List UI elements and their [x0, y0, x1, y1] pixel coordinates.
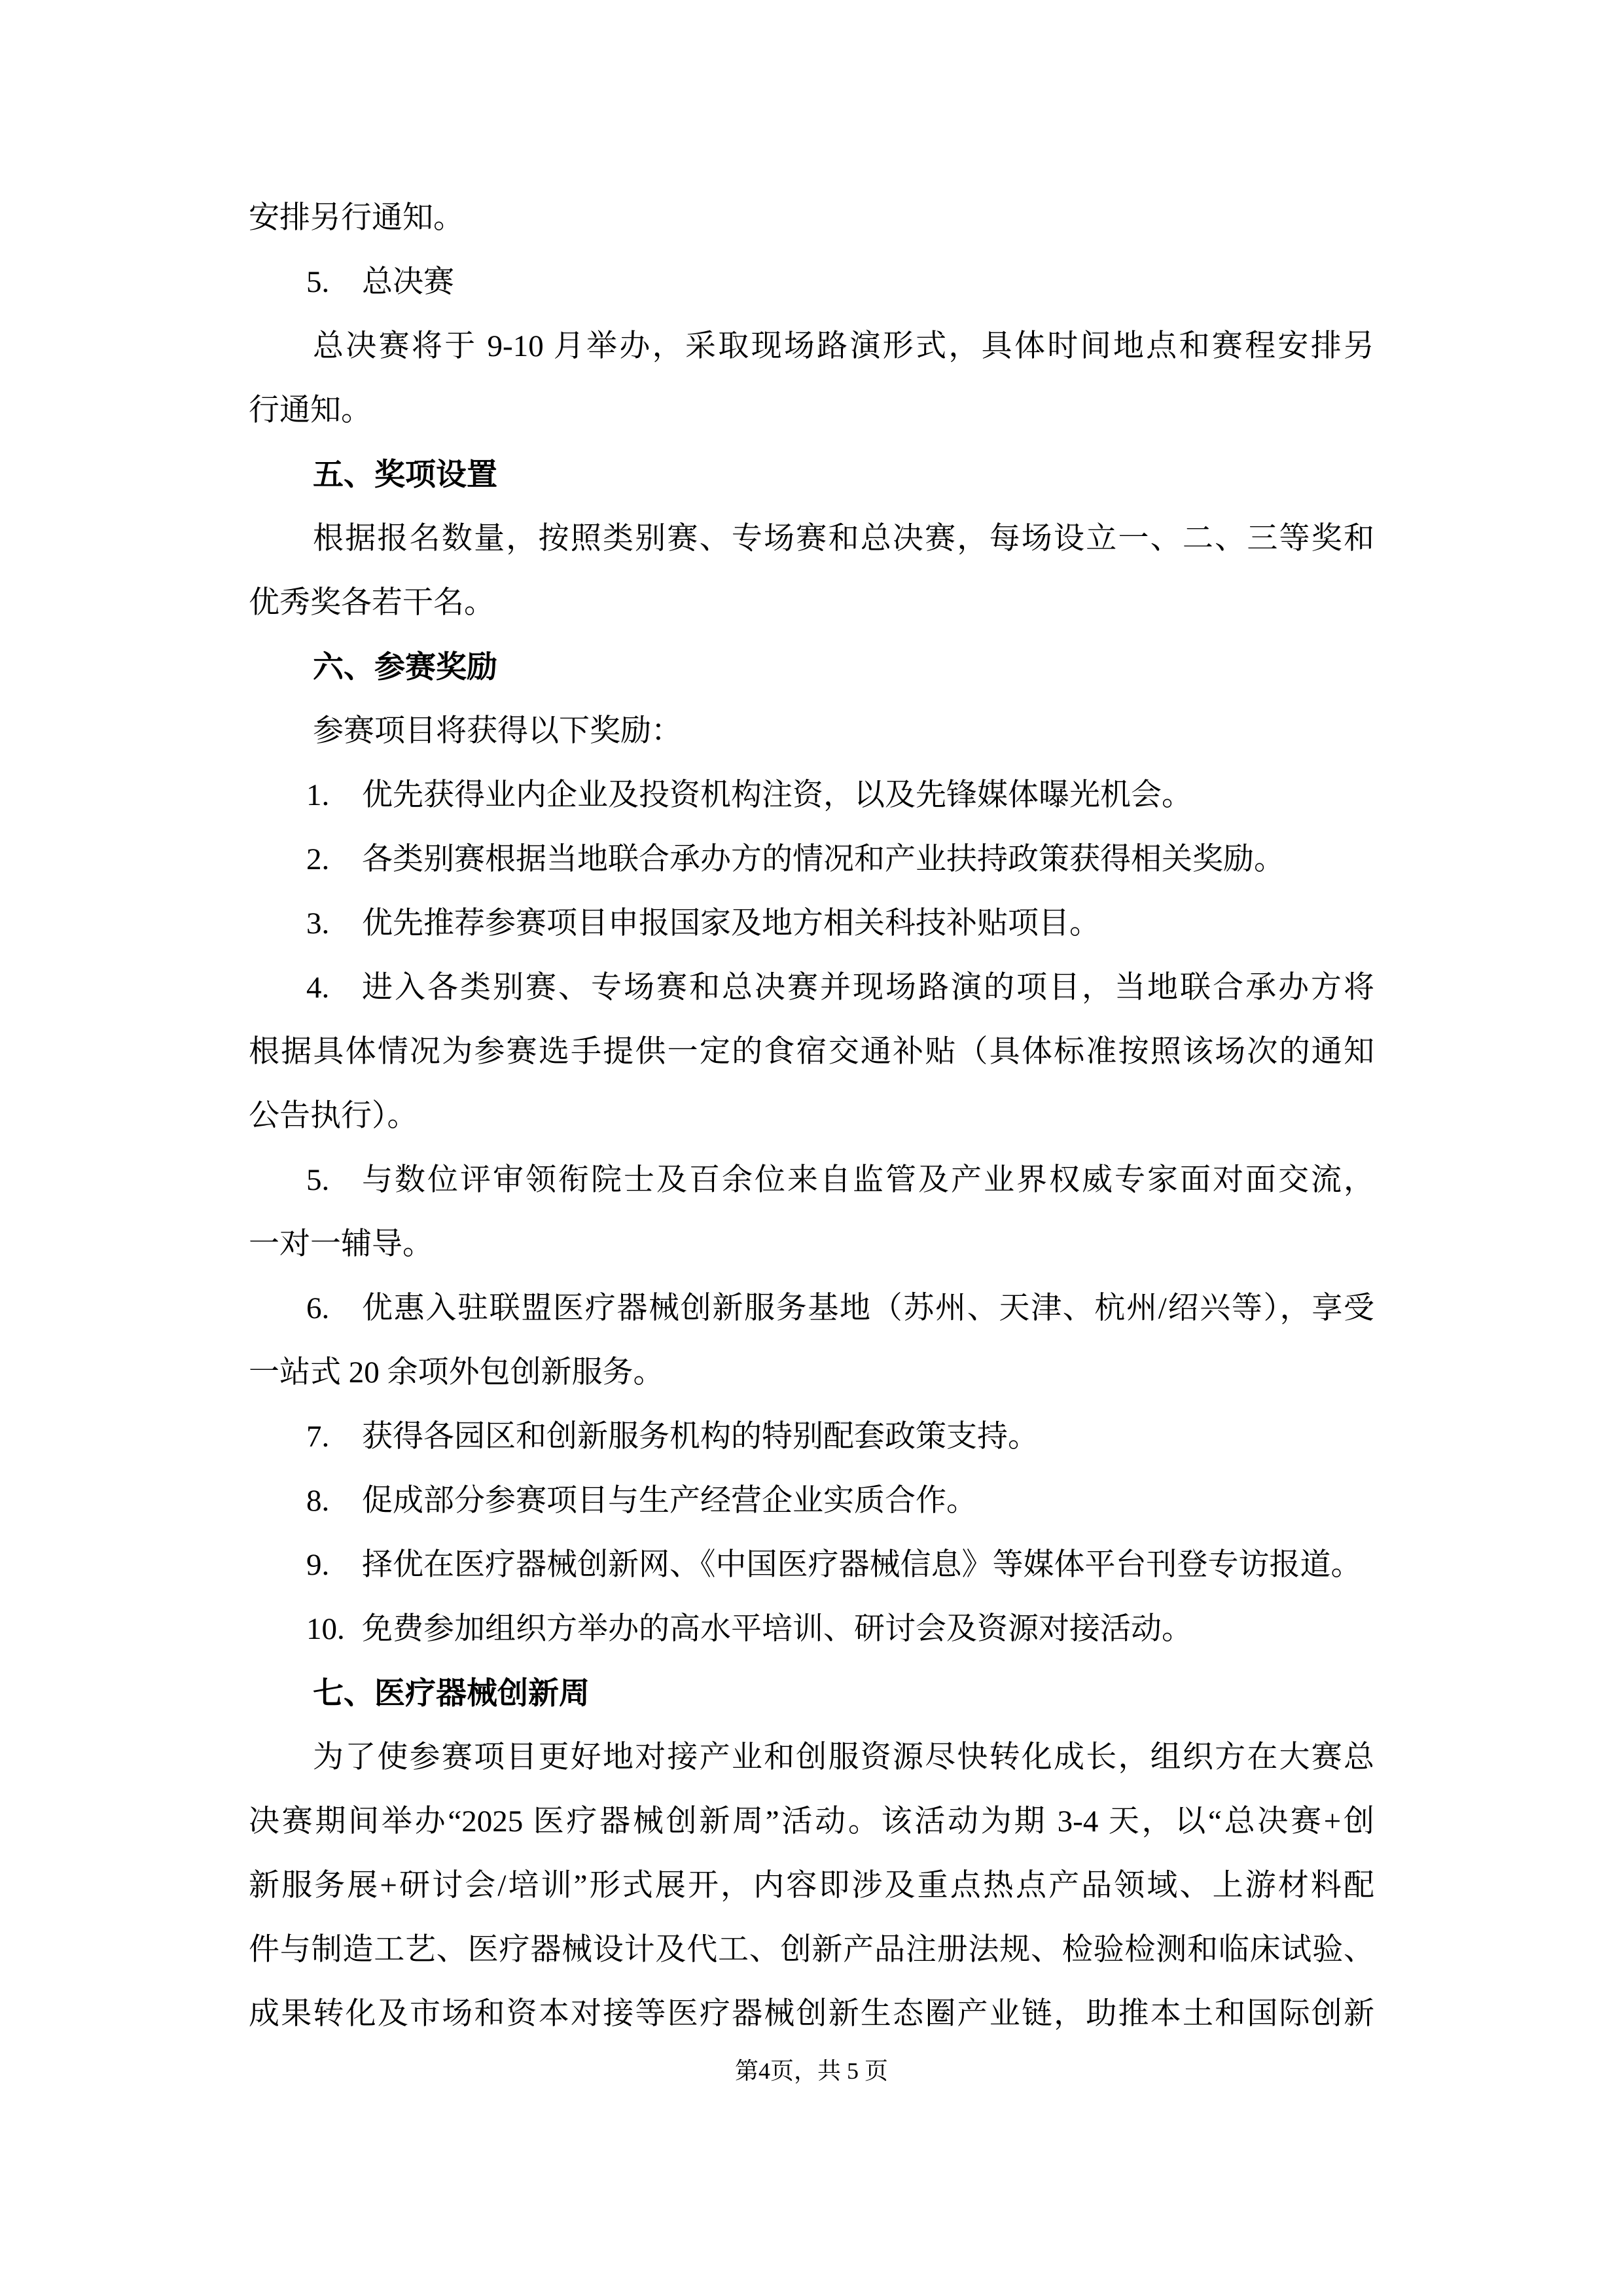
text-line: 优秀奖各若干名。: [249, 586, 495, 620]
list-item: [249, 250, 1374, 314]
text-line: 根据具体情况为参赛选手提供一定的食宿交通补贴（具体标准按照该场次的通知: [249, 1035, 1374, 1069]
section-heading: 五、奖项设置: [313, 457, 497, 492]
list-number: 7.: [306, 1420, 330, 1454]
list-item: [249, 1148, 1374, 1212]
list-number: 2.: [306, 842, 330, 876]
text-line: 一对一辅导。: [249, 1227, 433, 1261]
list-text: 各类别赛根据当地联合承办方的情况和产业扶持政策获得相关奖励。: [362, 842, 1285, 876]
text-line: 一站式 20 余项外包创新服务。: [249, 1355, 664, 1390]
list-item: [249, 1533, 1374, 1597]
list-item: [249, 1597, 1374, 1661]
text-line: 安排另行通知。: [249, 201, 464, 235]
list-text: 总决赛: [362, 265, 454, 299]
text-line: 参赛项目将获得以下奖励：: [313, 714, 682, 748]
list-item: [249, 956, 1374, 1020]
section-heading: 七、医疗器械创新周: [313, 1676, 590, 1710]
text-line: 新服务展+研讨会/培训”形式展开，内容即涉及重点热点产品领域、上游材料配: [249, 1869, 1374, 1903]
list-text: 进入各类别赛、专场赛和总决赛并现场路演的项目，当地联合承办方将: [362, 971, 1374, 1005]
text-line: 根据报名数量，按照类别赛、专场赛和总决赛，每场设立一、二、三等奖和: [313, 522, 1374, 556]
section-heading: 六、参赛奖励: [313, 649, 497, 684]
list-text: 获得各园区和创新服务机构的特别配套政策支持。: [362, 1420, 1039, 1454]
list-item: [249, 891, 1374, 956]
list-text: 与数位评审领衔院士及百余位来自监管及产业界权威专家面对面交流，: [362, 1163, 1374, 1197]
text-line: 为了使参赛项目更好地对接产业和创服资源尽快转化成长，组织方在大赛总: [313, 1740, 1374, 1774]
list-text: 优惠入驻联盟医疗器械创新服务基地（苏州、天津、杭州/绍兴等），享受: [362, 1291, 1374, 1325]
list-number: 1.: [306, 778, 330, 812]
list-item: [249, 1405, 1374, 1469]
list-number: 4.: [306, 971, 330, 1005]
list-number: 9.: [306, 1548, 330, 1582]
list-item: [249, 1469, 1374, 1533]
text-line: 决赛期间举办“2025 医疗器械创新周”活动。该活动为期 3-4 天，以“总决赛+创: [249, 1804, 1374, 1839]
list-number: 5.: [306, 1163, 330, 1197]
text-line: 公告执行）。: [249, 1099, 418, 1133]
text-line: 行通知。: [249, 393, 372, 427]
list-number: 3.: [306, 906, 330, 941]
list-text: 促成部分参赛项目与生产经营企业实质合作。: [362, 1484, 977, 1518]
list-number: 8.: [306, 1484, 330, 1518]
list-number: 6.: [306, 1291, 330, 1325]
list-text: 择优在医疗器械创新网、《中国医疗器械信息》等媒体平台刊登专访报道。: [362, 1548, 1362, 1582]
list-text: 优先获得业内企业及投资机构注资，以及先锋媒体曝光机会。: [362, 778, 1192, 812]
list-text: 优先推荐参赛项目申报国家及地方相关科技补贴项目。: [362, 906, 1100, 941]
text-line: 总决赛将于 9-10 月举办，采取现场路演形式，具体时间地点和赛程安排另: [313, 329, 1374, 363]
document-body: [249, 186, 1374, 2046]
list-number: 10.: [306, 1612, 345, 1646]
list-text: 免费参加组织方举办的高水平培训、研讨会及资源对接活动。: [362, 1612, 1192, 1646]
list-item: [249, 827, 1374, 891]
list-item: [249, 1276, 1374, 1340]
text-line: 成果转化及市场和资本对接等医疗器械创新生态圈产业链，助推本土和国际创新: [249, 1997, 1374, 2031]
list-item: [249, 763, 1374, 827]
list-number: 5.: [306, 265, 330, 299]
page-number: 第4页，共 5 页: [734, 2058, 888, 2084]
text-line: 件与制造工艺、医疗器械设计及代工、创新产品注册法规、检验检测和临床试验、: [249, 1933, 1374, 1967]
